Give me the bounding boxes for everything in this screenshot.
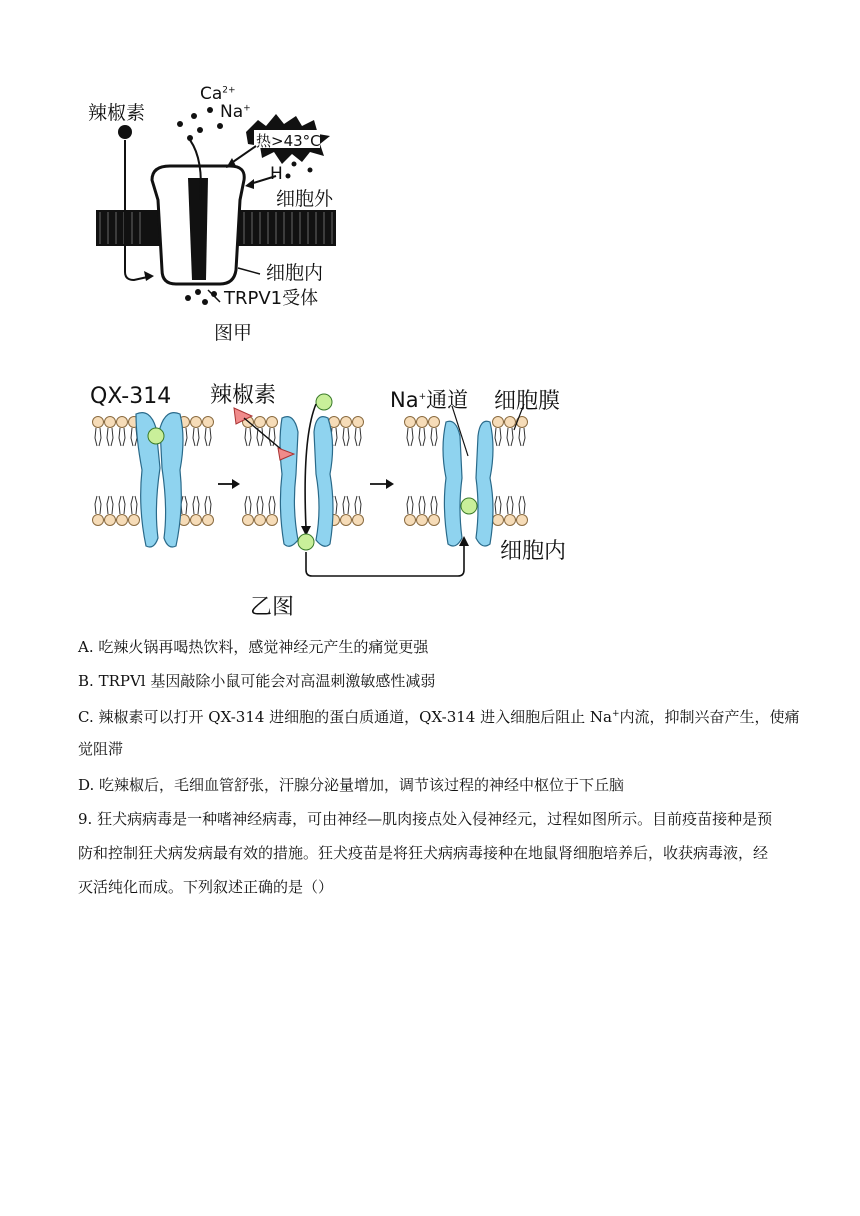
outside-cell-label: 细胞外: [276, 188, 334, 210]
question9-line3: 灭活纯化而成。下列叙述正确的是（）: [78, 878, 334, 896]
calcium-label: $Ca^{2+}$: [200, 84, 236, 104]
question9-line2: 防和控制狂犬病发病最有效的措施。狂犬疫苗是将狂犬病病毒接种在地鼠肾细胞培养后，收获病毒液，经: [78, 844, 769, 862]
option-d-letter: D.: [78, 776, 95, 794]
qx314-label: QX-314: [90, 384, 172, 409]
option-c-sup: +: [611, 709, 620, 719]
option-c-text-part2: 内流，抑制兴奋产生，使痛: [619, 708, 800, 726]
option-a-text: 吃辣火锅再喝热饮料，感觉神经元产生的痛觉更强: [98, 638, 429, 656]
panel3-channel-left: [443, 421, 462, 546]
option-b-text: TRPVl 基因敲除小鼠可能会对高温刺激敏感性减弱: [98, 672, 436, 690]
capsaicin-label-b: 辣椒素: [210, 383, 277, 408]
figure-a-caption: 图甲: [214, 322, 253, 344]
capsaicin-label: 辣椒素: [88, 102, 146, 124]
trpv1-receptor-label: TRPV1受体: [224, 288, 319, 309]
figure-b: [84, 378, 584, 618]
panel2-channel-left: [280, 417, 298, 547]
option-c-text-line2: 觉阻滞: [78, 740, 124, 758]
panel2-qx314-inside: [298, 534, 314, 550]
panel2-channel-right: [314, 417, 333, 547]
panel3-qx314-blocking: [461, 498, 477, 514]
inside-cell-label-b: 细胞内: [500, 539, 567, 564]
option-d: [78, 774, 624, 795]
sodium-label: Na+: [220, 102, 251, 122]
option-a: [78, 636, 428, 657]
inside-cell-label: 细胞内: [266, 262, 324, 284]
option-a-letter: A.: [78, 638, 94, 656]
capsaicin-molecule: [118, 125, 132, 139]
panel2-qx314-top: [316, 394, 332, 410]
panel1-qx314-molecule: [148, 428, 164, 444]
na-channel-label: Na+通道: [390, 388, 469, 412]
figure-a: [80, 80, 360, 350]
question9-line1: 9. 狂犬病病毒是一种嗜神经病毒，可由神经—肌肉接点处入侵神经元，过程如图所示。目前疫苗接种是预: [78, 810, 773, 828]
h-label: H: [270, 164, 283, 184]
figure-b-caption: 乙图: [250, 595, 295, 620]
option-b: [78, 670, 435, 691]
option-d-text: 吃辣椒后，毛细血管舒张，汗腺分泌量增加，调节该过程的神经中枢位于下丘脑: [99, 776, 625, 794]
option-c-text-part1: 辣椒素可以打开 QX-314 进细胞的蛋白质通道，QX-314 进入细胞后阻止 Na: [98, 708, 612, 726]
option-c-continued: [78, 738, 123, 759]
cell-membrane-label: 细胞膜: [494, 389, 561, 414]
heat-label: 热>43°C: [256, 132, 321, 150]
option-b-letter: B.: [78, 672, 94, 690]
option-c-letter: C.: [78, 708, 94, 726]
panel3-channel-right: [476, 421, 493, 546]
option-c: [78, 706, 800, 727]
